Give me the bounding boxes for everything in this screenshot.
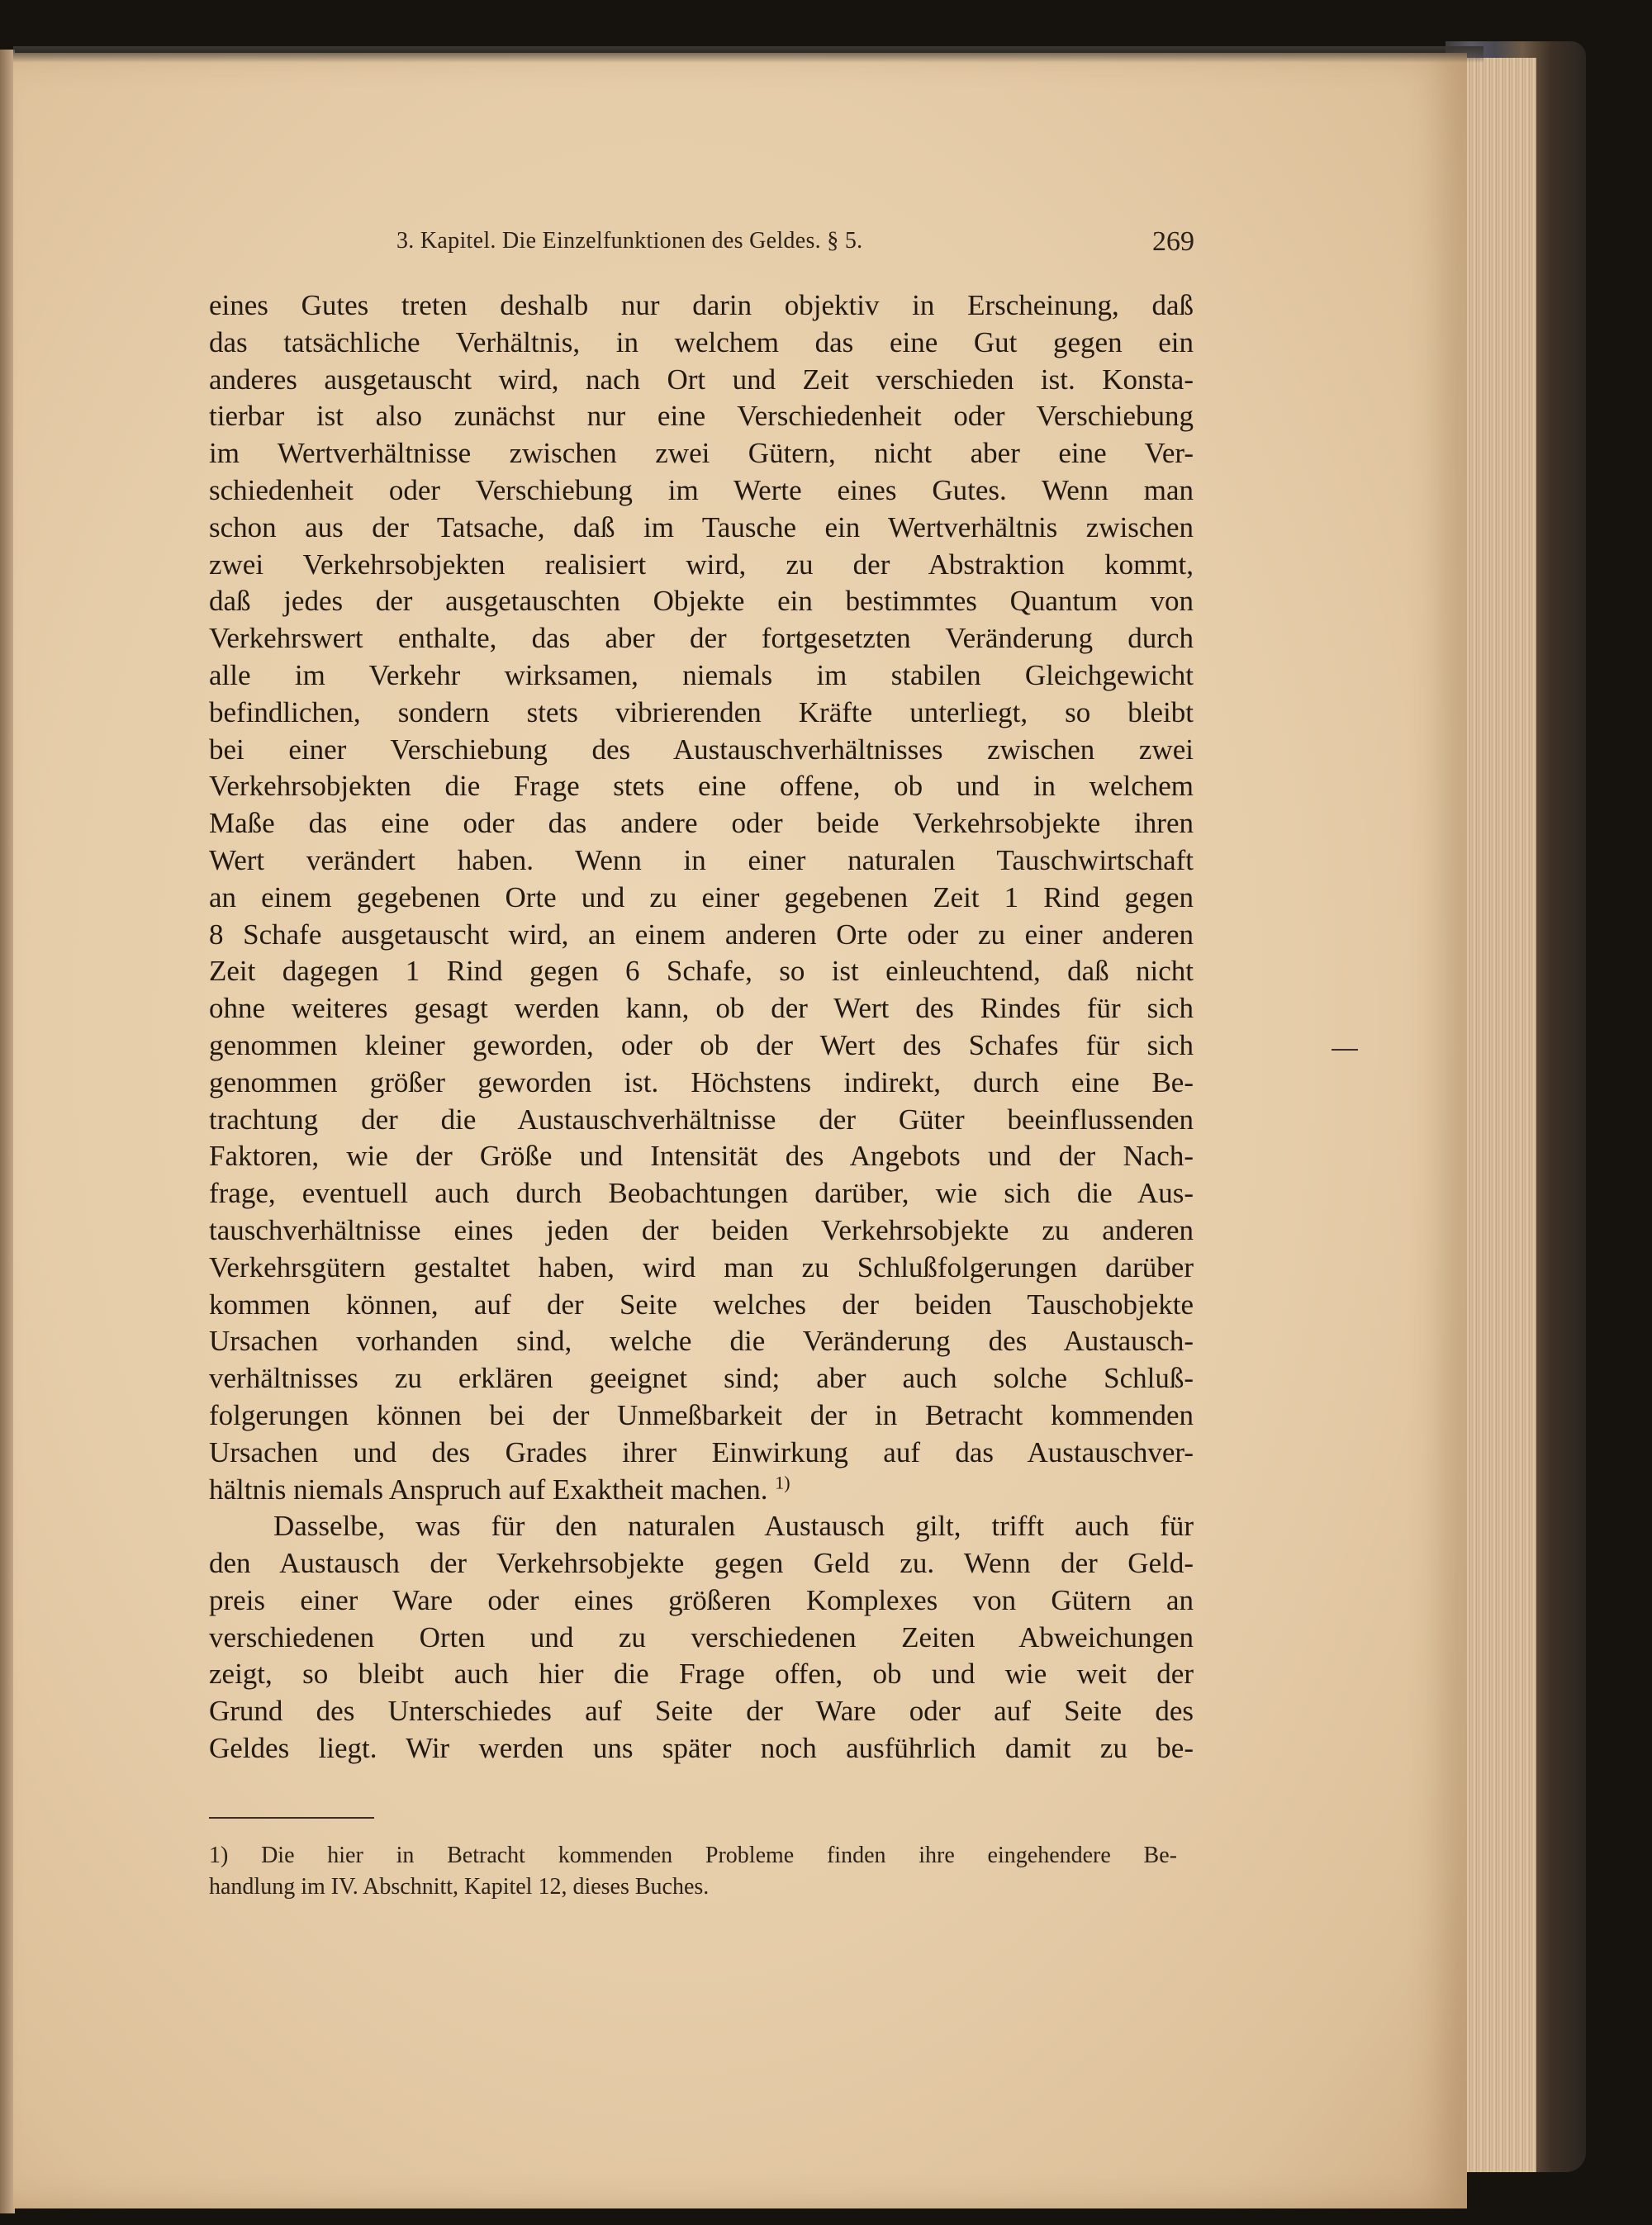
text-line: tauschverhältnisse eines jeden der beiden Verkehrsobjekte zu anderen (209, 1213, 1194, 1246)
text-line: eines Gutes treten deshalb nur darin objektiv in Erscheinung, daß (209, 289, 1194, 321)
text-line: Geldes liegt. Wir werden uns später noch ausführlich damit zu be- (209, 1732, 1194, 1765)
text-line: tierbar ist also zunächst nur eine Verschiedenheit oder Verschiebung (209, 400, 1194, 433)
text-line-content: hältnis niemals Anspruch auf Exaktheit machen. (209, 1473, 768, 1506)
footnote-separator (209, 1817, 374, 1819)
text-line: trachtung der die Austauschverhältnisse der Güter beeinflussenden (209, 1103, 1194, 1136)
footnote (209, 1840, 1177, 1903)
margin-mark (1332, 1049, 1358, 1051)
text-line: befindlichen, sondern stets vibrierenden Kräfte unterliegt, so bleibt (209, 695, 1194, 728)
text-line: an einem gegebenen Orte und zu einer gegebenen Zeit 1 Rind gegen (209, 880, 1194, 913)
text-line: frage, eventuell auch durch Beobachtungen darüber, wie sich die Aus- (209, 1177, 1194, 1210)
text-line: Wert verändert haben. Wenn in einer naturalen Tauschwirtschaft (209, 843, 1194, 876)
text-line: Verkehrsgütern gestaltet haben, wird man zu Schlußfolgerungen darüber (209, 1250, 1194, 1283)
footnote-reference: 1) (775, 1471, 790, 1492)
text-line: schiedenheit oder Verschiebung im Werte eines Gutes. Wenn man (209, 473, 1194, 506)
text-line: anderes ausgetauscht wird, nach Ort und Zeit verschieden ist. Konsta- (209, 363, 1194, 396)
text-line: das tatsächliche Verhältnis, in welchem das eine Gut gegen ein (209, 325, 1194, 358)
text-line: Maße das eine oder das andere oder beide Verkehrsobjekte ihren (209, 807, 1194, 840)
text-line: verschiedenen Orten und zu verschiedenen Zeiten Abweichungen (209, 1620, 1194, 1653)
text-line: 8 Schafe ausgetauscht wird, an einem anderen Orte oder zu einer anderen (209, 918, 1194, 951)
body-text (209, 287, 1194, 1767)
page-top-shadow (13, 46, 1483, 63)
page-header (206, 228, 1194, 261)
text-line: alle im Verkehr wirksamen, niemals im stabilen Gleichgewicht (209, 658, 1194, 691)
text-line: ohne weiteres gesagt werden kann, ob der Wert des Rindes für sich (209, 992, 1194, 1025)
page-number: 269 (1152, 226, 1194, 257)
text-line: genommen kleiner geworden, oder ob der Wert des Schafes für sich (209, 1028, 1194, 1061)
text-line: daß jedes der ausgetauschten Objekte ein bestimmtes Quantum von (209, 585, 1194, 618)
text-line: Zeit dagegen 1 Rind gegen 6 Schafe, so ist einleuchtend, daß nicht (209, 955, 1194, 988)
text-line: im Wertverhältnisse zwischen zwei Gütern, nicht aber eine Ver- (209, 437, 1194, 470)
running-head: 3. Kapitel. Die Einzelfunktionen des Geldes. § 5. (396, 228, 863, 254)
text-line: Faktoren, wie der Größe und Intensität des Angebots und der Nach- (209, 1140, 1194, 1173)
text-line: genommen größer geworden ist. Höchstens indirekt, durch eine Be- (209, 1065, 1194, 1098)
text-line: Verkehrswert enthalte, das aber der fortgesetzten Veränderung durch (209, 622, 1194, 655)
text-line: zwei Verkehrsobjekten realisiert wird, zu der Abstraktion kommt, (209, 548, 1194, 581)
text-line: Ursachen vorhanden sind, welche die Veränderung des Austausch- (209, 1325, 1194, 1358)
paragraph-first-line: Dasselbe, was für den naturalen Austausch gilt, trifft auch für (273, 1510, 1194, 1543)
text-line: Ursachen und des Grades ihrer Einwirkung auf das Austauschver- (209, 1435, 1194, 1468)
text-line: kommen können, auf der Seite welches der beiden Tauschobjekte (209, 1288, 1194, 1321)
text-line: zeigt, so bleibt auch hier die Frage offen, ob und wie weit der (209, 1658, 1194, 1691)
text-line: Grund des Unterschiedes auf Seite der Ware oder auf Seite des (209, 1695, 1194, 1728)
text-line: Verkehrsobjekten die Frage stets eine offene, ob und in welchem (209, 770, 1194, 803)
text-line: bei einer Verschiebung des Austauschverhältnisses zwischen zwei (209, 733, 1194, 766)
text-line (209, 1472, 1194, 1509)
text-line: verhältnisses zu erklären geeignet sind; aber auch solche Schluß- (209, 1362, 1194, 1395)
text-line: preis einer Ware oder eines größeren Komplexes von Gütern an (209, 1583, 1194, 1616)
text-line: den Austausch der Verkehrsobjekte gegen Geld zu. Wenn der Geld- (209, 1547, 1194, 1580)
text-line: folgerungen können bei der Unmeßbarkeit der in Betracht kommenden (209, 1398, 1194, 1431)
footnote-line: 1) Die hier in Betracht kommenden Probleme finden ihre eingehendere Be- (209, 1843, 1177, 1868)
footnote-line: handlung im IV. Abschnitt, Kapitel 12, dieses Buches. (209, 1874, 710, 1900)
text-line: schon aus der Tatsache, daß im Tausche ein Wertverhältnis zwischen (209, 510, 1194, 543)
